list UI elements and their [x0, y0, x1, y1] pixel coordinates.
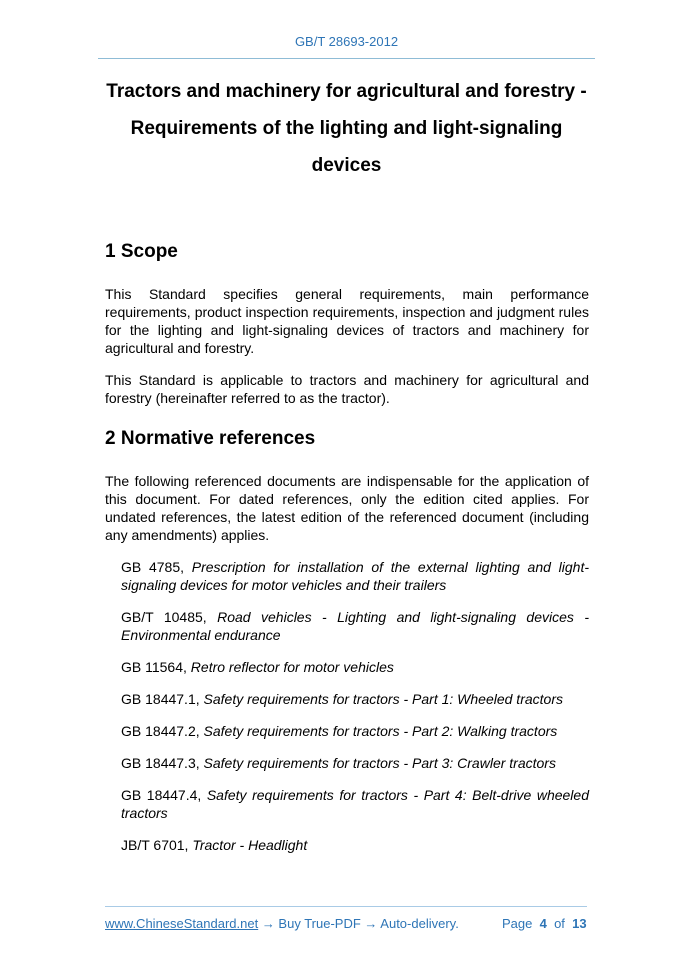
section-2-heading: 2 Normative references	[105, 428, 316, 449]
reference-code: JB/T 6701,	[121, 837, 189, 853]
references-intro: The following referenced documents are indispensable for the application of this document. For dated references, only the edition cited applies. For undated references, the latest edition of the referenced document (including any amendments) applies.	[105, 473, 589, 543]
reference-item	[121, 836, 589, 854]
title-line-3: devices	[311, 155, 382, 176]
reference-code: GB 4785,	[121, 559, 184, 575]
page-number	[502, 916, 587, 931]
reference-title: Tractor - Headlight	[192, 837, 308, 853]
reference-title: Retro reflector for motor vehicles	[190, 659, 394, 675]
header-standard-code: GB/T 28693-2012	[294, 34, 399, 49]
reference-item	[121, 608, 589, 644]
scope-paragraph-1: This Standard specifies general requirements, main performance requirements, product inspection requirements, inspection and judgment rules for the lighting and light-signaling devices of tractors and machinery for agricultural and forestry.	[105, 286, 589, 356]
reference-title: Road vehicles - Lighting and light-signaling devices - Environmental endurance	[121, 609, 589, 643]
reference-title: Safety requirements for tractors - Part 4: Belt-drive wheeled tractors	[121, 787, 589, 821]
reference-code: GB 18447.3,	[121, 755, 200, 771]
reference-code: GB/T 10485,	[121, 609, 207, 625]
reference-code: GB 18447.2,	[121, 723, 200, 739]
reference-code: GB 18447.4,	[121, 787, 202, 803]
total-pages: 13	[572, 916, 587, 931]
reference-item	[121, 558, 589, 594]
website-link[interactable]: www.ChineseStandard.net	[105, 916, 259, 931]
reference-item	[121, 754, 589, 772]
reference-item	[121, 722, 589, 740]
reference-item	[121, 786, 589, 822]
footer-divider	[105, 906, 587, 907]
reference-title: Safety requirements for tractors - Part 2: Walking tractors	[203, 723, 558, 739]
reference-title: Safety requirements for tractors - Part 3: Crawler tractors	[203, 755, 556, 771]
of-label: of	[554, 916, 565, 931]
reference-item	[121, 658, 589, 676]
title-line-1: Tractors and machinery for agricultural and forestry -	[106, 81, 587, 102]
reference-title: Prescription for installation of the external lighting and light-signaling devices for motor vehicles and their trailers	[121, 559, 589, 593]
title-line-2: Requirements of the lighting and light-signaling	[130, 118, 563, 139]
reference-title: Safety requirements for tractors - Part 1: Wheeled tractors	[203, 691, 563, 707]
current-page: 4	[539, 916, 547, 931]
header-divider	[98, 58, 595, 59]
reference-code: GB 11564,	[121, 659, 187, 675]
page-label: Page	[502, 916, 533, 931]
reference-code: GB 18447.1,	[121, 691, 200, 707]
footer-promo	[105, 916, 459, 931]
footer-promo-text: → Buy True-PDF → Auto-delivery.	[258, 916, 459, 931]
reference-item	[121, 690, 589, 708]
section-1-heading: 1 Scope	[105, 241, 178, 262]
scope-paragraph-2: This Standard is applicable to tractors and machinery for agricultural and forestry (hereinafter referred to as the tractor).	[105, 372, 589, 406]
